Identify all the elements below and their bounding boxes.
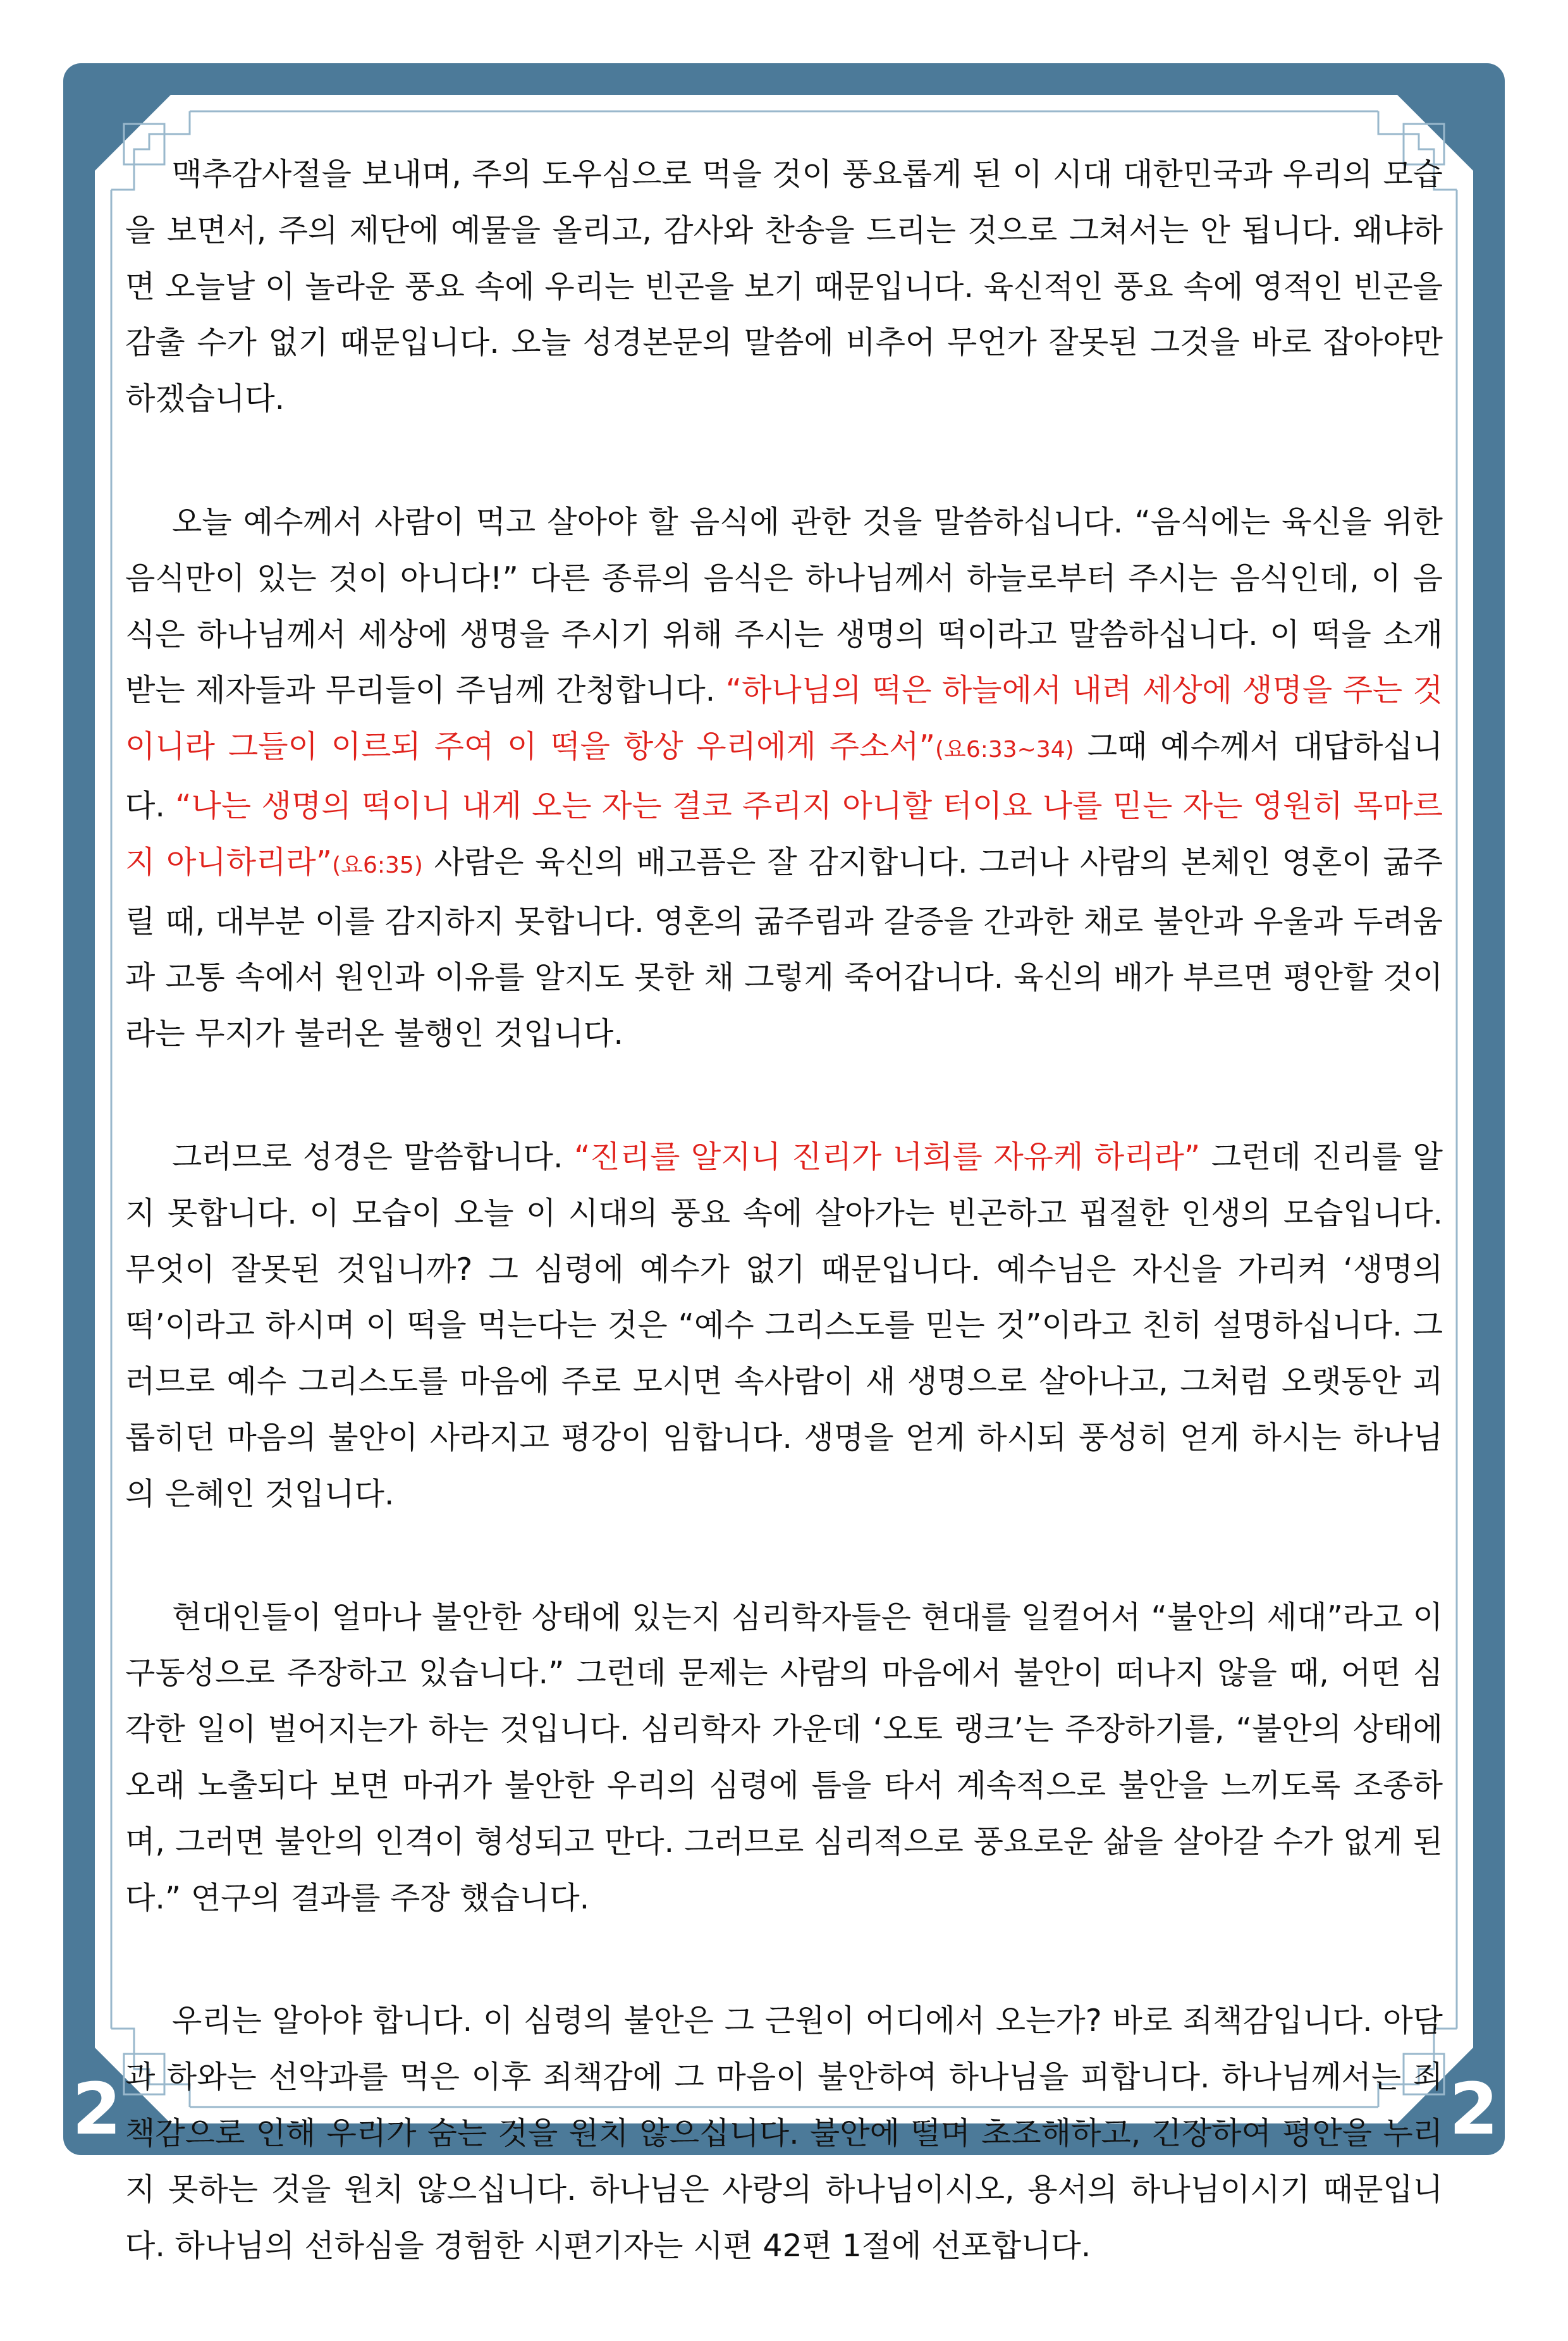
scripture-quote: “하나님의 떡은 하늘에서 내려 세상에 생명을 주는 것이니라 그들이 이르되 주여 이 떡을 항상 우리에게 주소서” (125, 672, 1443, 765)
text-segment: 맥추감사절을 보내며, 주의 도우심으로 먹을 것이 풍요롭게 된 이 시대 대한민국과 우리의 모습을 보면서, 주의 제단에 예물을 올리고, 감사와 찬송을 드리는 것으로 그쳐서는 안 됩니다. 왜냐하면 오늘날 이 놀라운 풍요 속에 우리는 빈곤을 보기 때문입니다. 육신적인 풍요 속에 영적인 빈곤을 감출 수가 없기 때문입니다. 오늘 성경본문의 말씀에 비추어 무언가 잘못된 그것을 바로 잡아야만 하겠습니다. (125, 156, 1443, 417)
text-segment: 사람은 육신의 배고픔은 잘 감지합니다. 그러나 사람의 본체인 영혼이 굶주릴 때, 대부분 이를 감지하지 못합니다. 영혼의 굶주림과 갈증을 간과한 채로 불안과 우울과 두려움과 고통 속에서 원인과 이유를 알지도 못한 채 그렇게 죽어갑니다. 육신의 배가 부르면 평안할 것이라는 무지가 불러온 불행인 것입니다. (125, 844, 1443, 1052)
scripture-quote: “나는 생명의 떡이니 내게 오는 자는 결코 주리지 아니할 터이요 나를 믿는 자는 영원히 목마르지 아니하리라” (125, 787, 1443, 880)
scripture-reference: (요6:35) (332, 852, 423, 878)
paragraph-2 (125, 495, 1443, 1062)
text-segment: 그때 예수께서 대답하십니다. (125, 728, 1443, 824)
text-segment: 그러므로 성경은 말씀합니다. (172, 1138, 575, 1175)
paragraph-4 (125, 1590, 1443, 1927)
scripture-quote: “진리를 알지니 진리가 너희를 자유케 하리라” (574, 1138, 1201, 1175)
text-segment: 그런데 진리를 알지 못합니다. 이 모습이 오늘 이 시대의 풍요 속에 살아가는 빈곤하고 핍절한 인생의 모습입니다. 무엇이 잘못된 것입니까? 그 심령에 예수가 없기 때문입니다. 예수님은 자신을 가리켜 ‘생명의 떡’이라고 하시며 이 떡을 먹는다는 것은 “예수 그리스도를 믿는 것”이라고 친히 설명하십니다. 그러므로 예수 그리스도를 마음에 주로 모시면 속사람이 새 생명으로 살아나고, 그처럼 오랫동안 괴롭히던 마음의 불안이 사라지고 평강이 임합니다. 생명을 얻게 하시되 풍성히 얻게 하시는 하나님의 은혜인 것입니다. (125, 1138, 1443, 1512)
paragraph-1 (125, 147, 1443, 427)
text-segment: 우리는 알아야 합니다. 이 심령의 불안은 그 근원이 어디에서 오는가? 바로 죄책감입니다. 아담과 하와는 선악과를 먹은 이후 죄책감에 그 마음이 불안하여 하나님을 피합니다. 하나님께서는 죄책감으로 인해 우리가 숨는 것을 원치 않으십니다. 불안에 떨며 초조해하고, 긴장하여 평안을 누리지 못하는 것을 원치 않으십니다. 하나님은 사랑의 하나님이시오, 용서의 하나님이시기 때문입니다. 하나님의 선하심을 경험한 시편기자는 시편 42편 1절에 선포합니다. (125, 2003, 1443, 2264)
paragraph-3 (125, 1129, 1443, 1523)
document-body (125, 147, 1443, 2341)
text-segment: 오늘 예수께서 사람이 먹고 살아야 할 음식에 관한 것을 말씀하십니다. “음식에는 육신을 위한 음식만이 있는 것이 아니다!” 다른 종류의 음식은 하나님께서 하늘로부터 주시는 음식인데, 이 음식은 하나님께서 세상에 생명을 주시기 위해 주시는 생명의 떡이라고 말씀하십니다. 이 떡을 소개받는 제자들과 무리들이 주님께 간청합니다. (125, 503, 1443, 709)
scripture-reference: (요6:33~34) (935, 737, 1074, 763)
paragraph-5 (125, 1993, 1443, 2274)
page-number-right: 2 (1449, 2068, 1498, 2151)
text-segment: 현대인들이 얼마나 불안한 상태에 있는지 심리학자들은 현대를 일컬어서 “불안의 세대”라고 이구동성으로 주장하고 있습니다.” 그런데 문제는 사람의 마음에서 불안이 떠나지 않을 때, 어떤 심각한 일이 벌어지는가 하는 것입니다. 심리학자 가운데 ‘오토 랭크’는 주장하기를, “불안의 상태에 오래 노출되다 보면 마귀가 불안한 우리의 심령에 틈을 타서 계속적으로 불안을 느끼도록 조종하며, 그러면 불안의 인격이 형성되고 만다. 그러므로 심리적으로 풍요로운 삶을 살아갈 수가 없게 된다.” 연구의 결과를 주장 했습니다. (125, 1599, 1443, 1916)
page-number-left: 2 (72, 2068, 121, 2151)
